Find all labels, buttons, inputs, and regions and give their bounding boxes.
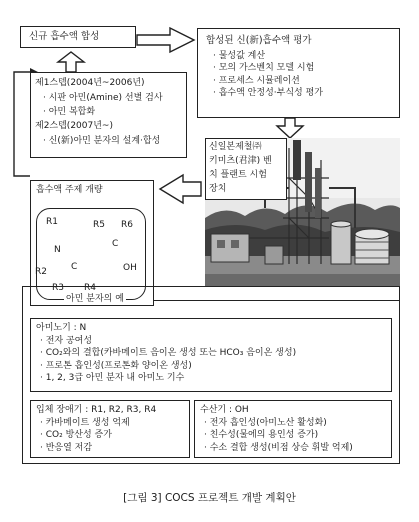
steric-group-item: · CO₂ 방산성 증가 bbox=[40, 429, 130, 441]
hydroxyl-group-box bbox=[194, 400, 392, 458]
arrow-to-photo bbox=[277, 118, 303, 138]
atom-oh: OH bbox=[123, 263, 137, 273]
arrow-to-eval bbox=[137, 28, 194, 52]
molecule-design-title: 흡수액 주제 개량 bbox=[36, 185, 103, 195]
amino-group-list bbox=[40, 335, 296, 385]
amino-group-item: · 프로톤 흡인성(프로톤화 양이온 생성) bbox=[40, 360, 296, 372]
atom-r2: R2 bbox=[35, 267, 47, 277]
photo-caption-panel bbox=[205, 138, 287, 200]
step1-title: 제1스텝(2004년~2006년) bbox=[35, 78, 145, 88]
hydroxyl-group-item: · 수소 결합 생성(비점 상승 휘발 억제) bbox=[204, 442, 353, 454]
amino-group-item: · 1, 2, 3급 아민 분자 내 아미노 기수 bbox=[40, 372, 296, 384]
step-plan-box bbox=[30, 72, 187, 158]
evaluation-item: · 모의 가스벤치 모델 시험 bbox=[213, 62, 323, 74]
evaluation-box bbox=[197, 28, 400, 118]
synthesis-label: 신규 흡수액 합성 bbox=[29, 31, 100, 42]
step1-item: · 시판 아민(Amine) 선별 검사 bbox=[43, 93, 163, 103]
evaluation-item: · 프로세스 시뮬레이션 bbox=[213, 75, 323, 87]
atom-r1: R1 bbox=[46, 217, 58, 227]
molecule-caption: 아민 분자의 예 bbox=[66, 294, 124, 304]
steric-group-list bbox=[40, 417, 130, 454]
figure-caption: [그림 3] COCS 프로젝트 개발 계획안 bbox=[123, 492, 296, 504]
atom-r3: R3 bbox=[52, 283, 64, 293]
hydroxyl-group-item: · 친수성(물에의 용인성 증가) bbox=[204, 429, 353, 441]
hydroxyl-group-item: · 전자 흡인성(아미노산 활성화) bbox=[204, 417, 353, 429]
step2-item: · 신(新)아민 분자의 설계·합성 bbox=[43, 136, 161, 146]
amino-group-title: 아미노기 : N bbox=[36, 323, 87, 333]
steric-group-item: · 반응열 저감 bbox=[40, 442, 130, 454]
atom-n: N bbox=[54, 245, 61, 255]
atom-r4: R4 bbox=[84, 283, 96, 293]
atom-c1: C bbox=[71, 262, 78, 272]
steric-group-title: 입체 장애기 : R1, R2, R3, R4 bbox=[36, 405, 157, 415]
synthesis-box bbox=[20, 26, 136, 48]
atom-r5: R5 bbox=[93, 220, 105, 230]
frame-divider bbox=[154, 300, 400, 301]
evaluation-title: 합성된 신(新)흡수액 평가 bbox=[206, 35, 312, 46]
amino-group-item: · CO₂와의 결합(카바메이트 음이온 생성 또는 HCO₃ 음이온 생성) bbox=[40, 347, 296, 359]
hydroxyl-group-list bbox=[204, 417, 353, 454]
amino-group-item: · 전자 공여성 bbox=[40, 335, 296, 347]
evaluation-item: · 흡수액 안정성·부식성 평가 bbox=[213, 87, 323, 99]
arrow-to-design bbox=[160, 175, 201, 203]
atom-c2: C bbox=[112, 239, 119, 249]
photo-caption-line: 키미츠(君津) 벤 bbox=[209, 156, 272, 166]
photo-caption-line: 장치 bbox=[209, 184, 227, 194]
amino-group-box bbox=[30, 318, 392, 392]
step2-title: 제2스텝(2007년~) bbox=[35, 121, 113, 131]
atom-r6: R6 bbox=[121, 220, 133, 230]
evaluation-list bbox=[213, 50, 323, 100]
evaluation-item: · 물성값 계산 bbox=[213, 50, 323, 62]
steric-group-box bbox=[30, 400, 190, 458]
photo-caption-line: 신일본제철㈜ bbox=[209, 142, 262, 152]
hydroxyl-group-title: 수산기 : OH bbox=[200, 405, 249, 415]
step1-item: · 아민 복합화 bbox=[43, 107, 96, 117]
steric-group-item: · 카바메이트 생성 억제 bbox=[40, 417, 130, 429]
feedback-line bbox=[14, 72, 30, 176]
photo-caption-line: 치 플랜트 시험 bbox=[209, 170, 267, 180]
bench-plant-photo bbox=[205, 138, 400, 286]
arrow-to-top bbox=[58, 52, 84, 72]
